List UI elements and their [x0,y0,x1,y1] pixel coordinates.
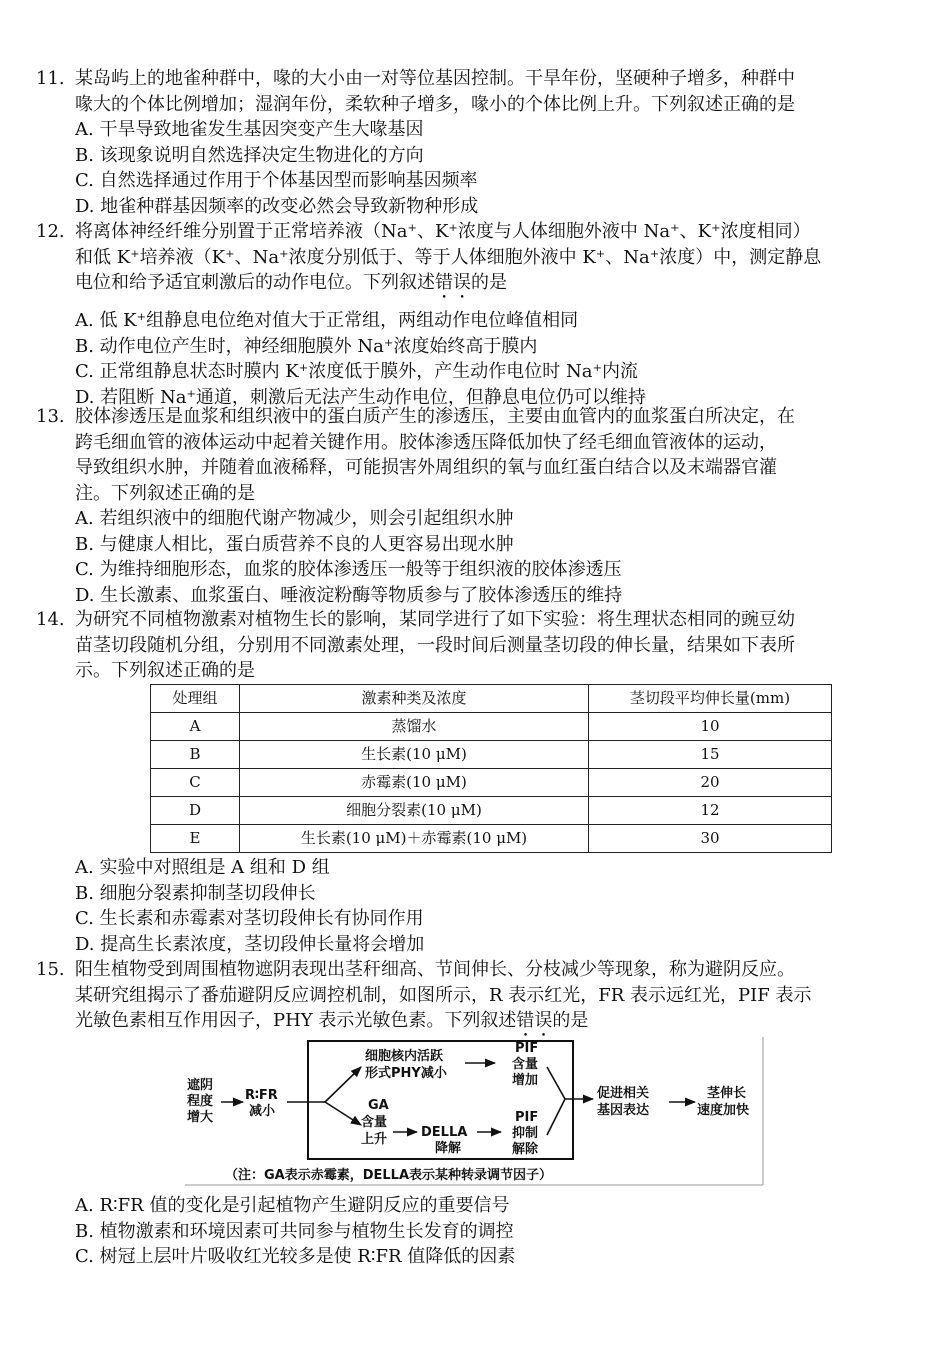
stem-text: 的是 [552,1010,589,1031]
stem-line: 将离体神经纤维分别置于正常培养液（Na⁺、K⁺浓度与人体细胞外液中 Na⁺、K⁺浓度相同） [75,221,811,242]
table-header-row [151,685,832,713]
question-number: 12. [36,221,65,242]
ratio-label: R∶FR [245,1088,278,1103]
table-row [151,797,832,825]
table-cell: E [151,825,240,853]
question-11 [36,66,915,219]
option-b: B. 细胞分裂素抑制茎切段伸长 [75,882,316,904]
table-cell: 赤霉素(10 μM) [240,769,589,797]
shade-label: 程度 [187,1094,214,1109]
pif-release-label: 解除 [512,1142,539,1157]
question-14-options [75,855,915,957]
option-c: C. 树冠上层叶片吸收红光较多是使 R∶FR 值降低的因素 [75,1246,516,1267]
question-14 [36,607,915,684]
stem-line: 导致组织水肿，并随着血液稀释，可能损害外周组织的氧与血红蛋白结合以及末端器官灌 [75,457,777,478]
question-number: 11. [36,68,65,89]
ratio-label: 减小 [249,1104,276,1119]
emphasis-word: 错误 [435,272,471,293]
option-b: B. 该现象说明自然选择决定生物进化的方向 [75,144,424,166]
option-b: B. 动作电位产生时，神经细胞膜外 Na⁺浓度始终高于膜内 [75,335,538,357]
question-number: 13. [36,406,65,427]
table-row [151,769,832,797]
ga-label: GA [368,1098,389,1113]
stem-text: 电位和给予适宜刺激后的动作电位。下列叙述 [75,272,435,293]
option-b: B. 植物激素和环境因素可共同参与植物生长发育的调控 [75,1220,514,1242]
table-row [151,825,832,853]
table-row [151,713,832,741]
arrow [325,1102,361,1125]
shade-response-diagram [185,1037,765,1187]
table-header: 茎切段平均伸长量(mm) [589,685,832,713]
connector-line [547,1099,565,1135]
table-cell: A [151,713,240,741]
stem-line: 阳生植物受到周围植物遮阴表现出茎秆细高、节间伸长、分枝减少等现象，称为避阴反应。 [75,959,795,980]
question-13 [36,404,915,608]
stem-line: 胶体渗透压是血浆和组织液中的蛋白质产生的渗透压，主要由血管内的血浆蛋白所决定，在 [75,406,795,427]
option-a: A. 干旱导致地雀发生基因突变产生大喙基因 [75,119,424,140]
stem-line: 跨毛细血管的液体运动中起着关键作用。胶体渗透压降低加快了经毛细血管液体的运动， [75,431,777,453]
gene-expression-label: 基因表达 [597,1103,650,1118]
question-12 [36,219,915,410]
stem-line: 某岛屿上的地雀种群中，喙的大小由一对等位基因控制。干旱年份，坚硬种子增多，种群中 [75,68,795,89]
results-table [150,684,832,853]
table-header: 处理组 [151,685,240,713]
table-cell: C [151,769,240,797]
option-b: B. 与健康人相比，蛋白质营养不良的人更容易出现水肿 [75,533,514,555]
question-15-options [75,1193,915,1270]
table-cell: 细胞分裂素(10 μM) [240,797,589,825]
phy-label: 形式PHY减小 [365,1066,447,1081]
stem-line [75,270,915,303]
pif-increase-label: 含量 [512,1057,539,1072]
stem-growth-label: 茎伸长 [707,1086,747,1101]
table-cell: B [151,741,240,769]
della-label: 降解 [435,1141,462,1156]
table-cell: 生长素(10 μM)＋赤霉素(10 μM) [240,825,589,853]
table-cell: 15 [589,741,832,769]
option-c: C. 正常组静息状态时膜内 K⁺浓度低于膜外，产生动作电位时 Na⁺内流 [75,361,638,382]
option-d: D. 地雀种群基因频率的改变必然会导致新物种形成 [75,195,479,217]
table-cell: 12 [589,797,832,825]
question-number: 14. [36,609,65,630]
stem-growth-label: 速度加快 [697,1103,750,1118]
question-number: 15. [36,959,65,980]
gene-expression-label: 促进相关 [597,1086,650,1101]
pif-release-label: 抑制 [512,1126,539,1141]
stem-line: 喙大的个体比例增加；湿润年份，柔软种子增多，喙小的个体比例上升。下列叙述正确的是 [75,93,795,115]
table-cell: 30 [589,825,832,853]
stem-line: 示。下列叙述正确的是 [75,660,255,681]
option-a: A. R∶FR 值的变化是引起植物产生避阴反应的重要信号 [75,1195,510,1216]
table-cell: 蒸馏水 [240,713,589,741]
option-c: C. 为维持细胞形态，血浆的胶体渗透压一般等于组织液的胶体渗透压 [75,559,622,580]
option-a: A. 若组织液中的细胞代谢产物减少，则会引起组织水肿 [75,508,514,529]
stem-line: 某研究组揭示了番茄避阴反应调控机制，如图所示，R 表示红光，FR 表示远红光，PIF 表示 [75,984,812,1006]
stem-text: 的是 [471,272,507,293]
connector-line [547,1067,565,1099]
emphasis-word: 错误 [516,1010,553,1031]
ga-label: 含量 [361,1115,388,1130]
pif-increase-label: PIF [515,1041,539,1056]
arrow [325,1067,361,1102]
della-label: DELLA [421,1125,468,1140]
ga-label: 上升 [361,1132,388,1147]
stem-text: 光敏色素相互作用因子，PHY 表示光敏色素。下列叙述 [75,1010,517,1031]
diagram-note: （注：GA表示赤霉素，DELLA表示某种转录调节因子） [225,1168,553,1183]
table-cell: 生长素(10 μM) [240,741,589,769]
stem-line: 和低 K⁺培养液（K⁺、Na⁺浓度分别低于、等于人体细胞外液中 K⁺、Na⁺浓度）中，测定静息 [75,246,822,268]
option-d: D. 提高生长素浓度，茎切段伸长量将会增加 [75,933,425,955]
stem-line: 注。下列叙述正确的是 [75,482,255,504]
question-15 [36,957,915,1041]
option-d: D. 若阻断 Na⁺通道，刺激后无法产生动作电位，但静息电位仍可以维持 [75,386,646,408]
option-a: A. 低 K⁺组静息电位绝对值大于正常组，两组动作电位峰值相同 [75,310,579,331]
table-cell: 20 [589,769,832,797]
option-c: C. 自然选择通过作用于个体基因型而影响基因频率 [75,170,478,191]
option-d: D. 生长激素、血浆蛋白、唾液淀粉酶等物质参与了胶体渗透压的维持 [75,584,623,606]
option-c: C. 生长素和赤霉素对茎切段伸长有协同作用 [75,908,424,929]
pif-increase-label: 增加 [512,1073,539,1088]
table-header: 激素种类及浓度 [240,685,589,713]
pif-release-label: PIF [515,1110,539,1125]
stem-line: 苗茎切段随机分组，分别用不同激素处理，一段时间后测量茎切段的伸长量，结果如下表所 [75,634,795,656]
table-cell: 10 [589,713,832,741]
table-cell: D [151,797,240,825]
shade-label: 增大 [187,1110,214,1125]
option-a: A. 实验中对照组是 A 组和 D 组 [75,857,330,878]
table-row [151,741,832,769]
stem-line: 为研究不同植物激素对植物生长的影响，某同学进行了如下实验：将生理状态相同的豌豆幼 [75,609,795,630]
phy-label: 细胞核内活跃 [365,1049,444,1064]
shade-label: 遮阴 [187,1078,214,1093]
